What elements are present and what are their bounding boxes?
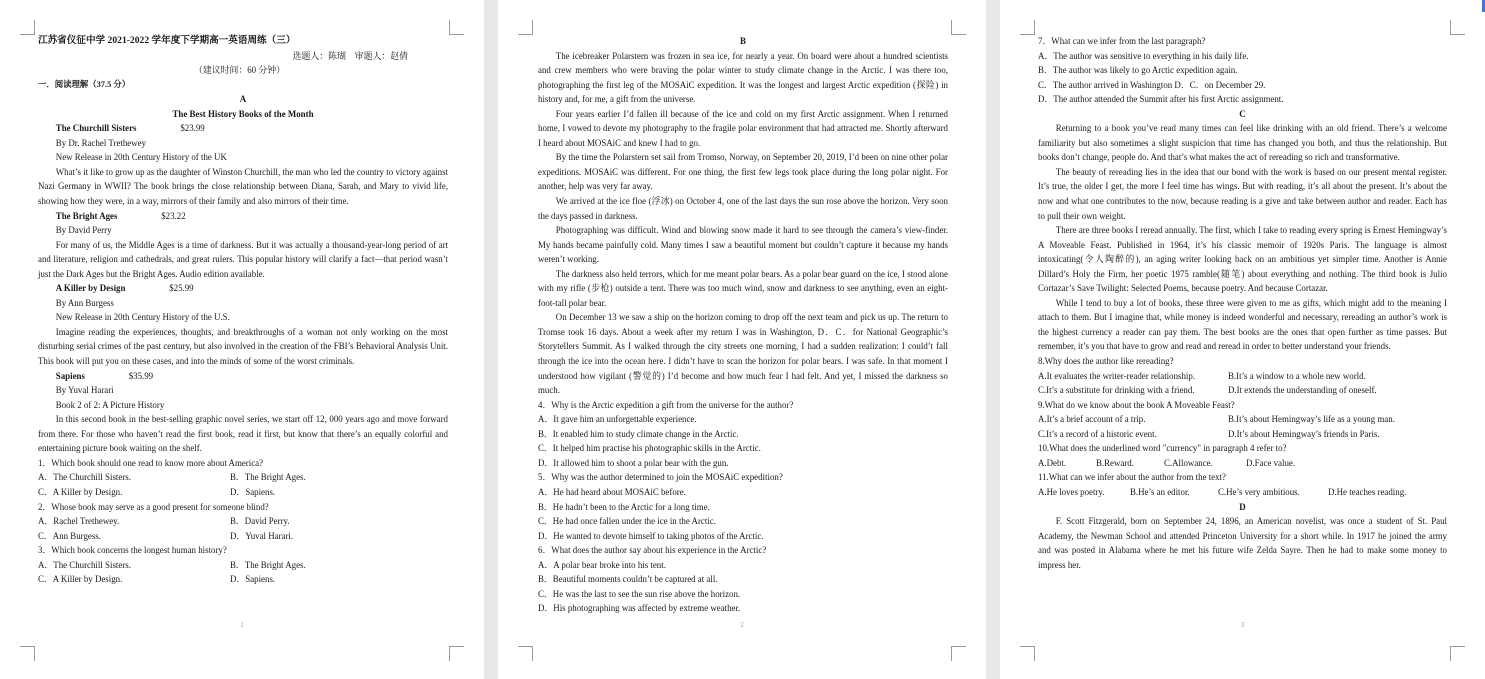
passage-paragraph: Returning to a book you’ve read many times can feel like drinking with an old friend. There’s a welcome familiarity but also sometimes a slight suspicion that time has changed you both, and thus the relationship. But books don’t change, people do. And that’s what makes the act of rereading so rich and transformative. [1038, 123, 1447, 163]
option-row [1038, 427, 1447, 442]
option-a: A.It’s a brief account of a trip. [1038, 414, 1146, 425]
option-c: C.He’s very ambitious. [1218, 486, 1300, 497]
part-label-d: D [1239, 501, 1246, 512]
crop-mark [518, 646, 533, 661]
option-a: A．Rachel Trethewey. [38, 516, 120, 527]
option-d: D．Yuval Harari. [230, 530, 294, 541]
option-d: D．The author attended the Summit after his first Arctic assignment. [1038, 94, 1284, 105]
option-c: C．It helped him practise his photographic skills in the Arctic. [538, 443, 761, 454]
option-c: C．The author arrived in Washington D．C．on December 29. [1038, 79, 1266, 90]
question-text: 6．What does the author say about his experience in the Arctic? [538, 545, 767, 556]
question-9 [1038, 398, 1447, 442]
passage-paragraph: By the time the Polarstern set sail from Tromso, Norway, on September 20, 2019, I’d been on nine other polar expeditions. MOSAiC was different. For one thing, the first few legs took place during the long polar night. For another, help was very far away. [538, 152, 948, 192]
book-name: The Bright Ages [55, 210, 118, 221]
option-d: D.It extends the understanding of oneself. [1228, 385, 1377, 396]
option-a: A．The Churchill Sisters. [38, 559, 131, 570]
book-entry [38, 281, 448, 368]
crop-mark [20, 20, 35, 35]
option-d: D．It allowed him to shoot a polar bear with the gun. [538, 457, 729, 468]
passage-heading: The Best History Books of the Month [172, 108, 314, 119]
option-d: D．Sapiens. [230, 574, 276, 585]
question-text: 4．Why is the Arctic expedition a gift from the universe for the author? [538, 399, 794, 410]
option-a: A．A polar bear broke into his tent. [538, 559, 666, 570]
part-label-b: B [740, 36, 746, 46]
option-row [1038, 383, 1447, 398]
crop-mark [1450, 20, 1465, 35]
crop-mark [449, 20, 464, 35]
page-number: 2 [740, 621, 744, 629]
option-b: B．The Bright Ages. [230, 559, 306, 570]
book-price: $23.99 [180, 123, 205, 134]
book-author: By Yuval Harari [55, 385, 114, 396]
option-d: D.Face value. [1246, 457, 1296, 468]
option-b: B．The author was likely to go Arctic expedition again. [1038, 65, 1238, 76]
option-d: D．Sapiens. [230, 486, 276, 497]
question-10 [1038, 441, 1447, 470]
crop-mark [20, 646, 35, 661]
crop-mark [951, 646, 966, 661]
question-text: 9.What do we know about the book A Moveable Feast? [1038, 399, 1235, 410]
book-entry [38, 209, 448, 282]
question-text: 1．Which book should one read to know more about America? [38, 457, 264, 468]
option-row [1038, 485, 1447, 500]
passage-paragraph: While I tend to buy a lot of books, these three were given to me as gifts, which might add to the meaning I attach to them. But I imagine that, while money is indeed wonderful and necessary, rereading an author’s work is the highest currency a reader can pay them. The best books are the ones that open further as time passes. But remember, it’s you that have to grow and read and reread in order to better understand your friends. [1038, 297, 1447, 352]
question-2 [38, 500, 448, 544]
book-description: In this second book in the best-selling graphic novel series, we start off 12, 000 years ago and move forward from there. For those who haven’t read the first book, read it first, but know that there’s an equally colorful and entertaining picture book waiting on the shelf. [38, 414, 448, 454]
option-b: B．It enabled him to study climate change in the Arctic. [538, 428, 739, 439]
author-credits: 选题人：陈瑚 审题人：赵倩 [292, 50, 408, 61]
option-b: B.He’s an editor. [1130, 486, 1190, 497]
question-text: 2．Whose book may serve as a good present for someone blind? [38, 501, 269, 512]
option-d: D.He teaches reading. [1328, 486, 1407, 497]
option-c: C．He was the last to see the sun rise above the horizon. [538, 588, 741, 599]
option-c: C．A Killer by Design. [38, 574, 123, 585]
option-d: D．His photographing was affected by extreme weather. [538, 603, 741, 614]
option-b: B.It’s a window to a whole new world. [1228, 370, 1366, 381]
question-text: 3．Which book concerns the longest human history? [38, 545, 227, 556]
suggested-time: （建议时间：60 分钟） [194, 65, 285, 76]
option-row [38, 558, 448, 573]
passage-paragraph: F. Scott Fitzgerald, born on September 24, 1896, an American novelist, was once a student of St. Paul Academy, the Newman School and attended Princeton University for a short while. In 1917 he joined the army and was posted in Alabama where he met his future wife Zelda Sayre. Then he had to make some money to impress her. [1038, 516, 1447, 570]
page-number: 3 [1240, 621, 1245, 629]
document-page-1 [0, 0, 484, 679]
crop-mark [1020, 20, 1035, 35]
question-1 [38, 456, 448, 500]
section-heading: 一．阅读理解（37.5 分） [38, 79, 131, 89]
book-name: Sapiens [55, 370, 85, 381]
part-label-c: C [1239, 108, 1246, 119]
question-4 [538, 398, 948, 471]
passage-paragraph: On December 13 we saw a ship on the horizon coming to drop off the next team and pick us up. The return to Tromse took 16 days. About a week after my return I was in Washington, D．C．for National Geographic’s Storytellers Summit. As I walked through the city streets one morning, I had a sudden realization: I could’t fall through the ice into the ocean here. I didn’t have to scan the horizon for polar bears. I was safe. In that moment I understood how vigilant (警觉的) I’d become and how much fear I had felt. And yet, I missed the darkness so much. [538, 312, 948, 396]
option-row [38, 485, 448, 500]
question-5 [538, 470, 948, 543]
question-text: 5．Why was the author determined to join the MOSAiC expedition? [538, 472, 783, 483]
book-price: $23.22 [161, 210, 186, 221]
question-text: 10.What does the underlined word "currency" in paragraph 4 refer to? [1038, 443, 1287, 454]
question-text: 8.Why does the author like rereading? [1038, 356, 1174, 367]
crop-mark [1020, 646, 1035, 661]
book-price: $25.99 [169, 283, 194, 294]
option-c: C.Allowance. [1164, 457, 1213, 468]
book-name-line [38, 369, 448, 384]
option-b: B.Reward. [1096, 457, 1134, 468]
option-row [1038, 456, 1447, 471]
passage-paragraph: We arrived at the ice floe (浮冰) on October 4, one of the last days the sun rose above the horizon. Very soon the days passed in darkness. [538, 196, 948, 221]
document-page-3 [1000, 0, 1485, 679]
book-name: The Churchill Sisters [55, 123, 137, 134]
option-a: A．It gave him an unforgettable experience. [538, 414, 697, 425]
document-page-2 [498, 0, 986, 679]
option-row [38, 514, 448, 529]
option-b: B．Beautiful moments couldn’t be captured at all. [538, 574, 718, 585]
book-name-line [38, 281, 448, 296]
document-title: 江苏省仪征中学 2021-2022 学年度下学期高一英语周练（三） [38, 35, 296, 46]
option-a: A.He loves poetry. [1038, 486, 1105, 497]
passage-paragraph: There are three books I reread annually. The first, which I take to reading every spring is Ernest Hemingway’s A Moveable Feast. Published in 1964, it’s his classic memoir of 1920s Paris. The language is almost intoxicating(令人陶醉的), an aging writer looking back on an ambitious yet simpler time. Another is Annie Dillard’s Holy the Firm, her poetic 1975 ramble(随笔) about everything and nothing. The third book is Julio Cortazar’s Save Twilight: Selected Poems, because poetry. And because Cortazar. [1038, 225, 1447, 294]
book-price: $35.99 [128, 370, 154, 381]
option-a: A．The Churchill Sisters. [38, 472, 131, 483]
option-b: B．The Bright Ages. [230, 472, 306, 483]
option-row [1038, 412, 1447, 427]
book-description: Imagine reading the experiences, thoughts, and breakthroughs of a woman not only working on the most disturbing serial crimes of the past century, but also involved in the creation of the FBI’s Behavioral Analysis Unit. This book will put you on these cases, and into the minds of some of the worst criminals. [38, 326, 448, 367]
crop-mark [951, 20, 966, 35]
passage-paragraph: The beauty of rereading lies in the idea that our bond with the work is based on our present mental register. It’s true, the older I get, the more I feel time has wings. But with reading, it’s all about the present. It’s about the now and what one contributes to the now, because reading is a give and take between author and reader. Each has to pull their own weight. [1038, 166, 1447, 221]
question-7 [1038, 34, 1447, 107]
question-text: 7．What can we infer from the last paragraph? [1038, 36, 1206, 46]
option-a: A．He had heard about MOSAiC before. [538, 486, 686, 497]
question-text: 11.What can we infer about the author from the text? [1038, 472, 1226, 483]
book-entry [38, 121, 448, 208]
passage-paragraph: The darkness also held terrors, which for me meant polar bears. As a polar bear guard on the ice, I stood alone with my rifle (步枪) outside a tent. There was too much wind, snow and darkness to see anything, even an eight-foot-tall polar bear. [538, 268, 948, 308]
passage-paragraph: The icebreaker Polarstern was frozen in sea ice, for nearly a year. On board were about a hundred scientists and crew members who were braving the polar winter to study climate change in the Arctic. I was there too, photographing the first leg of the MOSAiC expedition. It was the longest and largest Arctic expedition (探险) in history and, for me, a gift from the universe. [538, 50, 948, 105]
crop-mark [1450, 646, 1465, 661]
page-2-content[interactable] [538, 34, 948, 659]
book-category: New Release in 20th Century History of the UK [55, 152, 227, 163]
option-c: C．He had once fallen under the ice in the Arctic. [538, 516, 716, 527]
option-a: A.Debt. [1038, 457, 1067, 468]
crop-mark [518, 20, 533, 35]
question-8 [1038, 354, 1447, 398]
option-b: B.It’s about Hemingway’s life as a young man. [1228, 414, 1395, 425]
book-name-line [38, 121, 448, 136]
option-row [38, 529, 448, 544]
crop-mark [449, 646, 464, 661]
book-author: By David Perry [55, 225, 112, 236]
page-number: 1 [240, 621, 244, 629]
option-c: C．A Killer by Design. [38, 486, 123, 497]
book-description: For many of us, the Middle Ages is a time of darkness. But it was actually a thousand-year-long period of art and literature, religion and cathedrals, and great rulers. This popular history will clarify a fact—that period wasn’t just the Dark Ages but the Bright Ages. Audio edition available. [38, 239, 448, 279]
option-c: C.It’s a record of a historic event. [1038, 428, 1157, 439]
book-name: A Killer by Design [55, 283, 126, 294]
page-1-content[interactable] [38, 34, 448, 659]
option-d: D.It’s about Hemingway’s friends in Paris. [1228, 428, 1380, 439]
book-author: By Ann Burgess [55, 297, 114, 308]
book-author: By Dr. Rachel Trethewey [55, 137, 147, 148]
option-a: A.It evaluates the writer-reader relationship. [1038, 370, 1196, 381]
passage-paragraph: Four years earlier I’d fallen ill because of the ice and cold on my first Arctic assignment. When I returned home, I vowed to devote my photography to the fragile polar environment that had attracted me. Shortly afterward I heard about MOSAiC and knew I had to go. [538, 108, 948, 148]
question-6 [538, 543, 948, 616]
option-c: C.It’s a substitute for drinking with a friend. [1038, 385, 1195, 396]
part-label-a: A [239, 94, 247, 105]
option-b: B．He hadn’t been to the Arctic for a long time. [538, 501, 710, 512]
option-b: B．David Perry. [230, 516, 290, 527]
book-name-line [38, 209, 448, 224]
option-row [1038, 369, 1447, 384]
book-description: What’s it like to grow up as the daughter of Winston Churchill, the man who led the country to victory against Nazi Germany in WWII? The book brings the close relationship between Diana, Sarah, and Mary to vivid life, showing how they were, in a way, mirrors of their family and also mirrors of their time. [38, 166, 448, 207]
book-subtitle: Book 2 of 2: A Picture History [55, 399, 165, 410]
option-a: A．The author was sensitive to everything in his daily life. [1038, 50, 1249, 61]
option-d: D．He wanted to devote himself to taking photos of the Arctic. [538, 530, 764, 541]
passage-paragraph: Photographing was difficult. Wind and blowing snow made it hard to see through the camera’s view-finder. My hands became painfully cold. Many times I saw a beautiful moment but couldn’t capture it because my hands weren’t working. [538, 225, 948, 265]
question-3 [38, 543, 448, 587]
question-11 [1038, 470, 1447, 499]
option-row [38, 572, 448, 587]
page-3-content[interactable] [1038, 34, 1447, 659]
option-c: C．Ann Burgess. [38, 530, 101, 541]
book-entry [38, 369, 448, 456]
book-category: New Release in 20th Century History of the U.S. [55, 312, 230, 323]
option-row [38, 470, 448, 485]
